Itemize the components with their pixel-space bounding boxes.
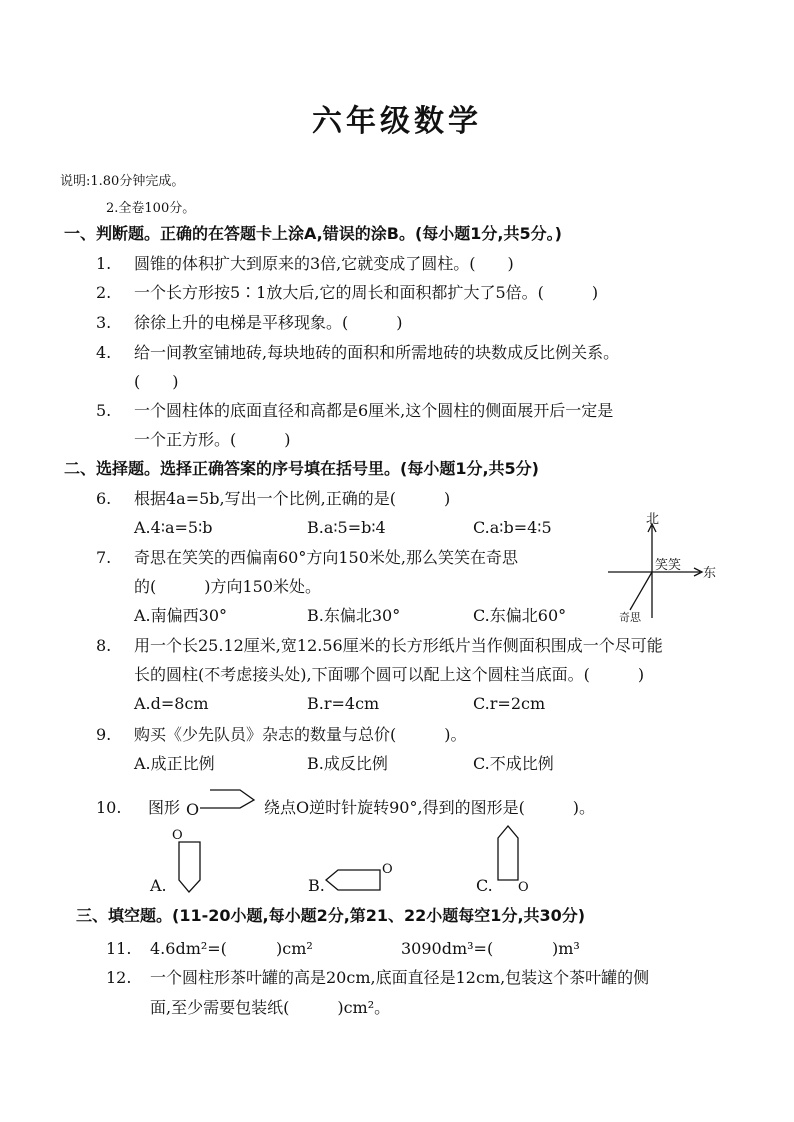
q10-option-a-point-o: O <box>172 828 183 843</box>
q10-option-c-outline <box>498 826 518 880</box>
q10-option-a-outline <box>179 842 200 892</box>
q7-option-b: B.东偏北30° <box>307 606 401 625</box>
q5-text-cont: 一个正方形。( ) <box>134 430 291 449</box>
note-line-2: 2.全卷100分。 <box>106 201 196 216</box>
q8-option-b: B.r=4cm <box>307 694 380 713</box>
section-1-heading: 一、判断题。正确的在答题卡上涂A,错误的涂B。(每小题1分,共5分。) <box>64 224 562 243</box>
q10-point-o: O <box>186 800 200 819</box>
q7-option-a: A.南偏西30° <box>134 606 228 625</box>
q7-option-c: C.东偏北60° <box>473 606 567 625</box>
q10-text-post: 绕点O逆时针旋转90°,得到的图形是( )。 <box>264 798 596 817</box>
q10-option-a-shape-icon <box>176 840 206 896</box>
q11-part-2: )cm² <box>276 939 313 958</box>
q1-text: 圆锥的体积扩大到原来的3倍,它就变成了圆柱。( ) <box>134 254 514 273</box>
q11-number: 11. <box>106 939 132 958</box>
direction-line <box>630 572 652 610</box>
q10-shape-icon <box>200 786 262 816</box>
q4-number: 4. <box>96 343 112 362</box>
note-line-1: 说明:1.80分钟完成。 <box>60 174 185 189</box>
q10-number: 10. <box>96 798 122 817</box>
q11-part-4: )m³ <box>552 939 580 958</box>
q6-number: 6. <box>96 489 112 508</box>
q8-number: 8. <box>96 636 112 655</box>
q11-part-1: 4.6dm²=( <box>150 939 227 958</box>
compass-north-label: 北 <box>646 512 660 527</box>
q10-option-b-shape-icon <box>324 868 384 896</box>
section-2-heading: 二、选择题。选择正确答案的序号填在括号里。(每小题1分,共5分) <box>64 459 539 478</box>
compass-qisi-label: 奇思 <box>619 611 641 624</box>
q4-text: 给一间教室铺地砖,每块地砖的面积和所需地砖的块数成反比例关系。 <box>134 343 620 362</box>
q7-text: 奇思在笑笑的西偏南60°方向150米处,那么笑笑在奇思 <box>134 548 518 567</box>
section-3-heading: 三、填空题。(11-20小题,每小题2分,第21、22小题每空1分,共30分) <box>76 906 586 925</box>
q8-option-c: C.r=2cm <box>473 694 546 713</box>
q6-option-b: B.a∶5=b∶4 <box>307 518 386 537</box>
q10-option-a-label: A. <box>150 876 167 895</box>
q1-number: 1. <box>96 254 112 273</box>
q12-text: 一个圆柱形茶叶罐的高是20cm,底面直径是12cm,包装这个茶叶罐的侧 <box>150 968 650 987</box>
q5-number: 5. <box>96 401 112 420</box>
q9-text: 购买《少先队员》杂志的数量与总价( )。 <box>134 725 467 744</box>
q8-text-cont: 长的圆柱(不考虑接头处),下面哪个圆可以配上这个圆柱当底面。( ) <box>134 665 645 684</box>
q3-text: 徐徐上升的电梯是平移现象。( ) <box>134 313 403 332</box>
q10-option-b-label: B. <box>308 876 325 895</box>
q3-number: 3. <box>96 313 112 332</box>
page-title: 六年级数学 <box>312 104 482 139</box>
q10-option-c-shape-icon <box>496 824 522 884</box>
q9-option-a: A.成正比例 <box>134 754 215 773</box>
q10-option-b-point-o: O <box>382 862 393 877</box>
q7-number: 7. <box>96 548 112 567</box>
q8-text: 用一个长25.12厘米,宽12.56厘米的长方形纸片当作侧面积围成一个尽可能 <box>134 636 663 655</box>
q6-option-c: C.a∶b=4∶5 <box>473 518 552 537</box>
q5-text: 一个圆柱体的底面直径和高都是6厘米,这个圆柱的侧面展开后一定是 <box>134 401 614 420</box>
compass-east-label: 东 <box>703 566 717 581</box>
q6-option-a: A.4∶a=5∶b <box>134 518 213 537</box>
q10-option-c-point-o: O <box>518 880 529 895</box>
q6-text: 根据4a=5b,写出一个比例,正确的是( ) <box>134 489 451 508</box>
q10-option-c-label: C. <box>476 876 493 895</box>
q9-option-b: B.成反比例 <box>307 754 388 773</box>
q11-part-3: 3090dm³=( <box>401 939 494 958</box>
q10-option-b-outline <box>326 870 380 890</box>
compass-xiaoxiao-label: 笑笑 <box>655 558 682 573</box>
q10-text-pre: 图形 <box>148 798 181 817</box>
q4-answer-blank: ( ) <box>134 372 179 391</box>
q10-shape-outline <box>200 790 254 808</box>
q2-number: 2. <box>96 283 112 302</box>
q2-text: 一个长方形按5∶1放大后,它的周长和面积都扩大了5倍。( ) <box>134 283 599 302</box>
q8-option-a: A.d=8cm <box>134 694 209 713</box>
q12-number: 12. <box>106 968 132 987</box>
q9-number: 9. <box>96 725 112 744</box>
q12-text-cont: 面,至少需要包装纸( )cm²。 <box>150 998 391 1017</box>
q9-option-c: C.不成比例 <box>473 754 554 773</box>
q7-text-cont: 的( )方向150米处。 <box>134 577 322 596</box>
